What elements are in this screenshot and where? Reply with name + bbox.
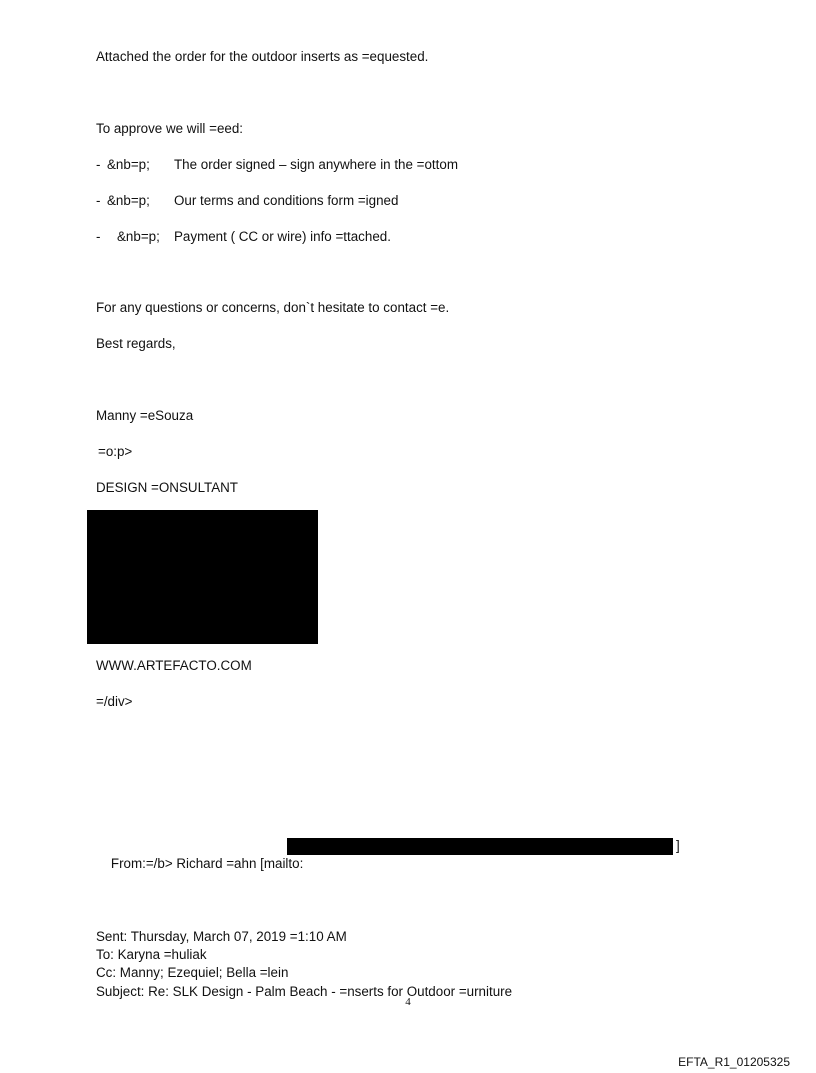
bullet-dash: -	[96, 157, 101, 172]
from-row	[96, 837, 680, 928]
markup-artifact: =o:p>	[98, 444, 133, 459]
to-row: To: Karyna =huliak	[96, 947, 207, 963]
forwarded-email-header	[96, 837, 680, 1001]
redaction-box	[87, 510, 318, 644]
subject-row: Subject: Re: SLK Design - Palm Beach - =nserts for Outdoor =urniture	[96, 983, 513, 999]
approve-heading: To approve we will =eed:	[96, 121, 244, 136]
document-id: EFTA_R1_01205325	[678, 1055, 790, 1069]
intro-text: Attached the order for the outdoor inserts as =equested.	[96, 49, 429, 64]
list-item-text: Our terms and conditions form =igned	[174, 193, 399, 208]
bullet-marker: &nb=p;	[107, 193, 150, 208]
bullet-dash: -	[96, 193, 101, 208]
signature-name: Manny =eSouza	[96, 408, 194, 423]
questions-text: For any questions or concerns, don`t hesitate to contact =e.	[96, 300, 450, 315]
closing-text: Best regards,	[96, 336, 176, 351]
signature-title: DESIGN =ONSULTANT	[96, 480, 238, 495]
list-item-text: Payment ( CC or wire) info =ttached.	[174, 229, 391, 244]
list-item-text: The order signed – sign anywhere in the =ottom	[174, 157, 458, 172]
from-text: From:=/b> Richard =ahn [mailto:	[110, 856, 304, 872]
cc-row: Cc: Manny; Ezequiel; Bella =lein	[96, 965, 289, 981]
bullet-marker: &nb=p;	[117, 229, 160, 244]
page-number: 4	[405, 996, 411, 1008]
website-link[interactable]: WWW.ARTEFACTO.COM	[96, 658, 252, 673]
bullet-marker: &nb=p;	[107, 157, 150, 172]
from-bracket: ]	[676, 838, 680, 853]
sent-row: Sent: Thursday, March 07, 2019 =1:10 AM	[96, 929, 347, 945]
redaction-box	[287, 838, 673, 855]
bullet-dash: -	[96, 229, 101, 244]
markup-artifact-div: =/div>	[96, 694, 133, 709]
